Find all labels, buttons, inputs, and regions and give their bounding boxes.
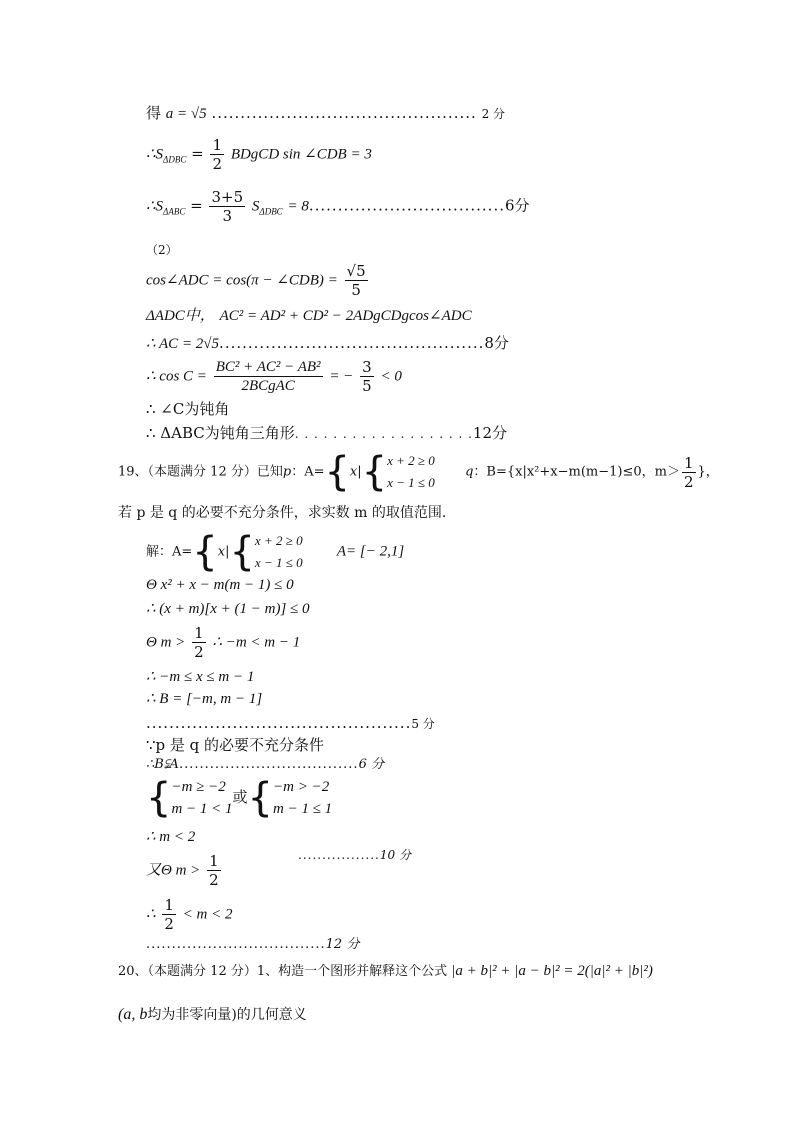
sol18-score-2: 2 分 xyxy=(481,107,506,121)
sol18-line-cos-adc: cos∠ADC = cos(π − ∠CDB) = $\frac{√5}{5}$ xyxy=(146,262,366,299)
sol19-step-1: Θ x² + x − m(m − 1) ≤ 0 xyxy=(146,577,294,593)
sol19-systems: { −m ≥ −2 m − 1 < 1 或{ −m > −2 m − 1 ≤ 1 xyxy=(146,775,333,821)
fraction-half: $\frac{1}{2}$ xyxy=(212,136,223,173)
sol19-score-6: 6 分 xyxy=(358,757,384,772)
sol18-score-8: 8分 xyxy=(484,334,509,352)
sol19-step-2: ∴ (x + m)[x + (1 − m)] ≤ 0 xyxy=(146,601,310,617)
sol19-step-3: Θ m > $\frac{1}{2}$ ∴ −m < m − 1 xyxy=(146,624,301,661)
sol18-dots-1: .............................................. xyxy=(211,104,477,122)
sol19-step-10: ∴ $\frac{1}{2}$ < m < 2 xyxy=(146,896,233,933)
q20-line-2: (a, b均为非零向量)的几何意义 xyxy=(118,1006,307,1023)
sol18-line-obtuse-angle: ∴ ∠C为钝角 xyxy=(146,400,230,418)
sol18-line-sabc: $\therefore S_{\Delta ABC}$ = $\frac{3+5}{3}$ $S_{\Delta DBC} = 8..................................6$分 xyxy=(146,188,530,225)
sol18-line-ac: ∴ AC = 2√5..............................................8分 xyxy=(146,334,509,352)
sol19-step-8: ∴ m < 2 xyxy=(146,829,196,845)
sol19-step-6: ∵p 是 q 的必要不充分条件 xyxy=(146,736,325,754)
sol18-score-6: 6分 xyxy=(504,196,530,215)
sol18-line-sdbc: $\therefore S_{\Delta DBC}$ = $\frac{1}{2}$ BDgCD sin ∠CDB = 3 xyxy=(146,136,372,173)
q19-condition: 若 p 是 q 的必要不充分条件，求实数 m 的取值范围． xyxy=(118,505,456,521)
q19-statement: 19、（本题满分 12 分）已知p：A={x|{ x + 2 ≥ 0 x − 1 ≤ 0 q：B={x|x²+x−m(m−1)≤0，m＞ $\frac{1}{2}$ }， xyxy=(118,449,719,495)
sol19-step-4: ∴ −m ≤ x ≤ m − 1 xyxy=(146,669,255,685)
sol19-dots-5: ..............................................5 分 xyxy=(146,714,435,732)
sol18-part2: （2） xyxy=(146,243,178,257)
sol18-line-obtuse-triangle: ∴ ΔABC为钝角三角形. . . . . . . . . . . . . . . . . . .12分 xyxy=(146,424,507,442)
sol18-score-12: 12分 xyxy=(472,424,507,442)
sol19-step-7: ∴B⫋A...................................6 分 xyxy=(146,757,384,772)
sol19-step-9: 又Θ m > $\frac{1}{2}$ xyxy=(146,852,219,889)
sol18-a-eq: a = √5 xyxy=(165,106,207,122)
fraction-8-3: $\frac{3+5}{3}$ xyxy=(211,188,244,225)
sol19-score-12: 12 分 xyxy=(325,937,360,952)
sol19-dots-12: ...................................12 分 xyxy=(146,937,360,952)
sol18-line-adc: ΔADC中， AC² = AD² + CD² − 2ADgCDgcos∠ADC xyxy=(146,308,472,324)
sol18-line-cosc: ∴ cos C = $\frac{\text{BC² + AC² − AB²}}{\text{2BCgAC}}$ = − $\frac{3}{5}$ < 0 xyxy=(146,358,402,395)
sol19-score-5: 5 分 xyxy=(411,717,435,731)
sol19-step-5: ∴ B = [−m, m − 1] xyxy=(146,691,263,707)
sol19-score-10: 10 分 xyxy=(379,848,411,862)
sol18-de: 得 xyxy=(146,104,162,122)
q20-formula: |a + b|² + |a − b|² = 2(|a|² + |b|²) xyxy=(451,963,653,979)
sol18-line-a xyxy=(146,104,505,123)
sol19-dots-10: .................10 分 xyxy=(298,848,411,862)
sol19-set-a: 解：A={x|{ x + 2 ≥ 0 x − 1 ≤ 0 A= [− 2,1] xyxy=(146,529,405,575)
q20-statement: 20、（本题满分 12 分）1、构造一个图形并解释这个公式 |a + b|² + |a − b|² = 2(|a|² + |b|²) xyxy=(118,963,653,979)
